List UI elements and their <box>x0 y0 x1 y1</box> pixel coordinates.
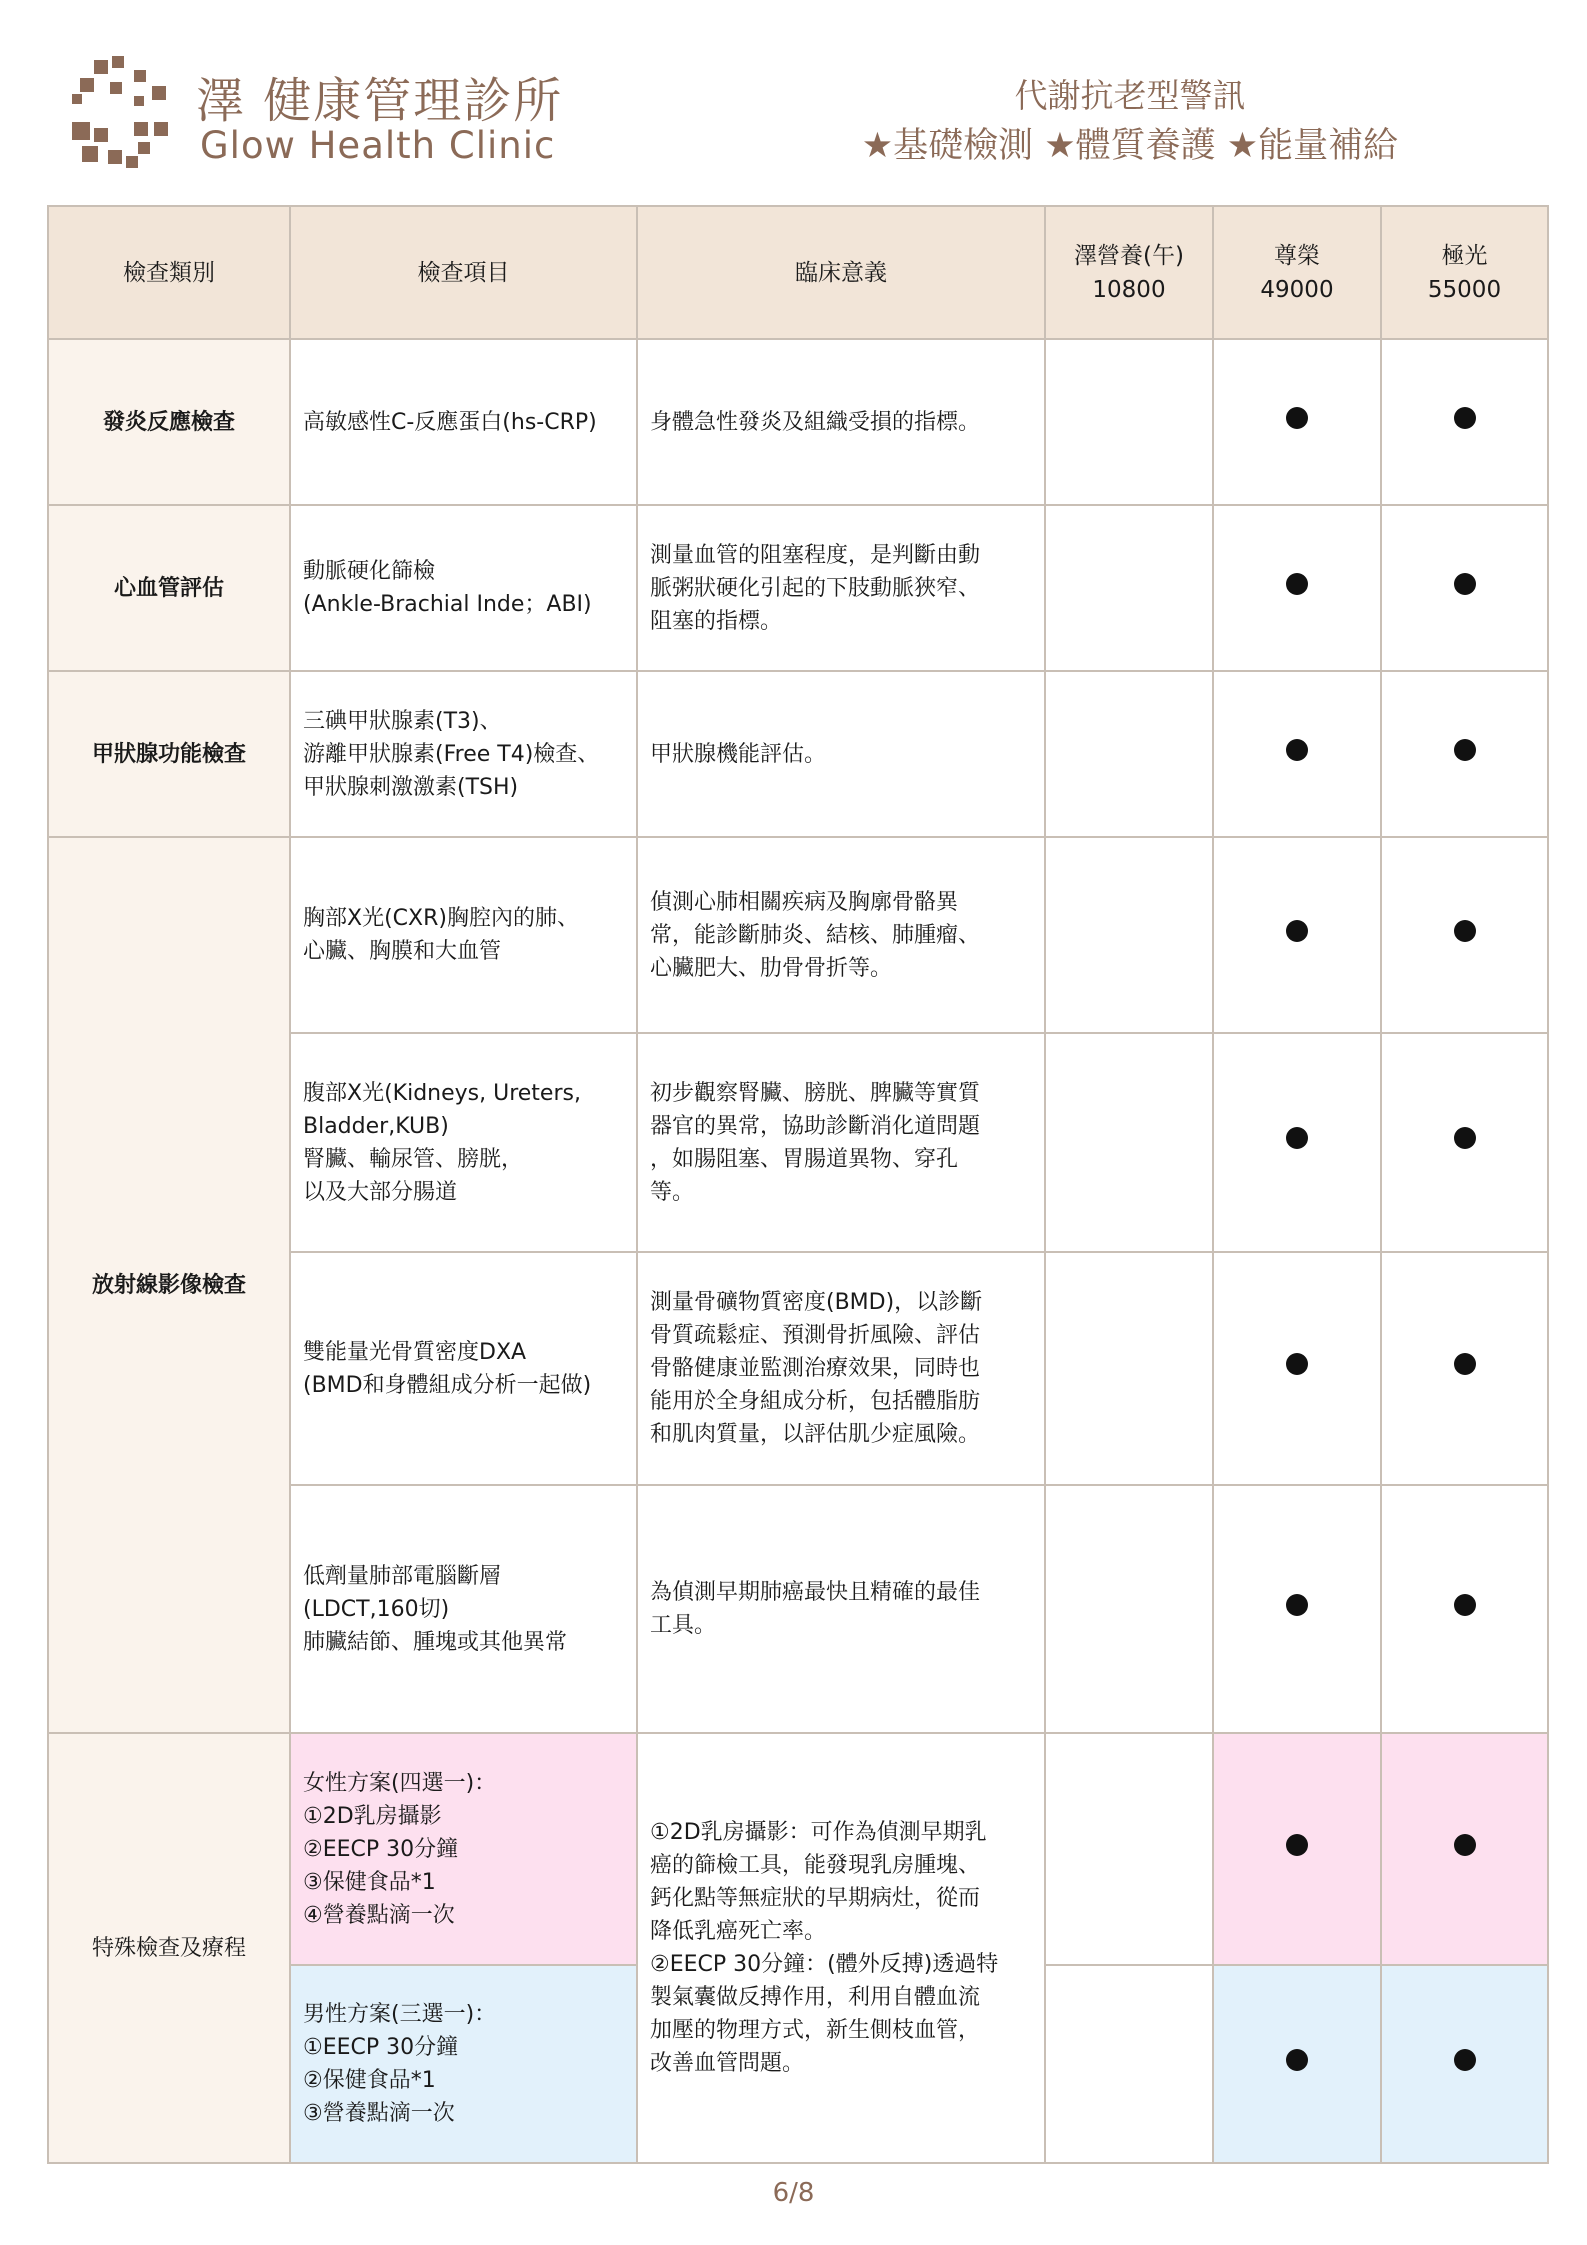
col-header-plan1 <box>1045 206 1213 339</box>
item-line: 低劑量肺部電腦斷層 <box>303 1563 502 1589</box>
page-title: 代謝抗老型警訊 <box>1014 76 1246 115</box>
item-line: 三碘甲狀腺素(T3)、 <box>303 708 502 734</box>
included-dot-icon <box>1286 407 1308 429</box>
plan3-cell <box>1381 671 1548 837</box>
item-line: (BMD和身體組成分析一起做) <box>303 1372 592 1398</box>
male-plan-cell <box>290 1965 637 2163</box>
meaning-line: 製氣囊做反搏作用，利用自體血流 <box>650 1985 981 2010</box>
included-dot-icon <box>1454 1127 1476 1149</box>
item-line: ④營養點滴一次 <box>303 1902 455 1928</box>
meaning-line: 骨質疏鬆症、預測骨折風險、評估 <box>650 1323 981 1348</box>
col-header-plan3 <box>1381 206 1548 339</box>
meaning-line: 器官的異常，協助診斷消化道問題 <box>650 1113 981 1139</box>
item-cell <box>290 339 637 505</box>
meaning-line: ①2D乳房攝影：可作為偵測早期乳 <box>650 1820 987 1845</box>
plan2-cell <box>1213 1252 1381 1485</box>
meaning-line: 癌的篩檢工具，能發現乳房腫塊、 <box>650 1853 981 1878</box>
item-line: 腹部X光(Kidneys, Ureters, <box>303 1080 581 1106</box>
meaning-line: ，如腸阻塞、胃腸道異物、穿孔 <box>650 1146 959 1172</box>
clinic-name-en: Glow Health Clinic <box>200 124 556 167</box>
item-line: ②保健食品*1 <box>303 2068 436 2093</box>
clinic-name-cn: 澤 健康管理診所 <box>196 73 564 129</box>
included-dot-icon <box>1454 1353 1476 1375</box>
included-dot-icon <box>1286 2049 1308 2071</box>
meaning-cell <box>637 339 1045 505</box>
plan2-cell <box>1213 1733 1381 1965</box>
item-cell <box>290 1033 637 1252</box>
plan3-cell <box>1381 1485 1548 1733</box>
included-dot-icon <box>1454 2049 1476 2071</box>
meaning-cell <box>637 1485 1045 1733</box>
item-line: ①EECP 30分鐘 <box>303 2035 459 2060</box>
included-dot-icon <box>1454 573 1476 595</box>
meaning-cell <box>637 505 1045 671</box>
plan1-cell <box>1045 1252 1213 1485</box>
meaning-cell <box>637 837 1045 1033</box>
item-line: 動脈硬化篩檢 <box>303 559 436 584</box>
meaning-line: 脈粥狀硬化引起的下肢動脈狹窄、 <box>650 575 981 601</box>
item-line: 胸部X光(CXR)胸腔內的肺、 <box>303 906 579 931</box>
plan1-cell <box>1045 1733 1213 1965</box>
meaning-line: 初步觀察腎臟、膀胱、脾臟等實質 <box>650 1080 981 1106</box>
table-row <box>48 505 1548 671</box>
item-cell <box>290 1252 637 1485</box>
included-dot-icon <box>1286 1834 1308 1856</box>
item-line: 雙能量光骨質密度DXA <box>303 1339 527 1365</box>
item-line: 甲狀腺刺激激素(TSH) <box>303 774 519 800</box>
page-subtitle: ★基礎檢測 ★體質養護 ★能量補給 <box>861 126 1399 166</box>
meaning-cell <box>637 1252 1045 1485</box>
item-line: 女性方案(四選一)： <box>303 1770 497 1796</box>
plan3-cell <box>1381 505 1548 671</box>
meaning-line: 測量血管的阻塞程度，是判斷由動 <box>650 542 981 568</box>
meaning-line: 降低乳癌死亡率。 <box>650 1919 827 1944</box>
meaning-line: ②EECP 30分鐘：(體外反搏)透過特 <box>650 1952 999 1977</box>
plan1-name: 澤營養(午) <box>1074 242 1184 269</box>
meaning-line: 改善血管問題。 <box>650 2051 805 2076</box>
included-dot-icon <box>1454 1594 1476 1616</box>
table-row <box>48 837 1548 1033</box>
item-cell <box>290 1485 637 1733</box>
item-line: 腎臟、輸尿管、膀胱， <box>303 1146 524 1172</box>
meaning-line: 甲狀腺機能評估。 <box>650 741 827 767</box>
table-row <box>48 671 1548 837</box>
plan1-cell <box>1045 671 1213 837</box>
plan2-cell <box>1213 505 1381 671</box>
meaning-cell <box>637 1033 1045 1252</box>
item-cell <box>290 671 637 837</box>
item-line: Bladder,KUB) <box>303 1113 449 1139</box>
meaning-line: 加壓的物理方式，新生側枝血管， <box>650 2018 981 2043</box>
col-header-meaning: 臨床意義 <box>637 206 1045 339</box>
plan2-price: 49000 <box>1260 276 1334 303</box>
meaning-line: 偵測心肺相關疾病及胸廓骨骼異 <box>650 889 959 915</box>
item-line: (LDCT,160切) <box>303 1596 450 1622</box>
plan1-cell <box>1045 1965 1213 2163</box>
included-dot-icon <box>1286 1353 1308 1375</box>
meaning-line: 心臟肥大、肋骨骨折等。 <box>650 955 893 981</box>
plan2-cell <box>1213 1965 1381 2163</box>
plan3-price: 55000 <box>1427 276 1502 303</box>
item-line: 以及大部分腸道 <box>303 1179 458 1205</box>
meaning-line: 身體急性發炎及組織受損的指標。 <box>650 409 981 435</box>
plan2-cell <box>1213 671 1381 837</box>
included-dot-icon <box>1454 920 1476 942</box>
included-dot-icon <box>1286 739 1308 761</box>
meaning-line: 阻塞的指標。 <box>650 608 783 634</box>
meaning-line: 等。 <box>650 1179 695 1205</box>
item-line: ②EECP 30分鐘 <box>303 1836 459 1862</box>
meaning-cell <box>637 671 1045 837</box>
plan3-cell <box>1381 1252 1548 1485</box>
meaning-cell <box>637 1733 1045 2163</box>
item-cell <box>290 837 637 1033</box>
plan3-cell <box>1381 1965 1548 2163</box>
meaning-line: 常，能診斷肺炎、結核、肺腫瘤、 <box>650 922 981 948</box>
item-line: 心臟、胸膜和大血管 <box>303 939 502 964</box>
included-dot-icon <box>1454 1834 1476 1856</box>
category-cell: 心血管評估 <box>48 505 290 671</box>
meaning-line: 工具。 <box>650 1613 717 1638</box>
clinic-logo-icon <box>72 56 172 172</box>
plan3-cell <box>1381 837 1548 1033</box>
meaning-line: 測量骨礦物質密度(BMD)，以診斷 <box>650 1290 983 1315</box>
meaning-line: 為偵測早期肺癌最快且精確的最佳 <box>650 1580 981 1605</box>
category-cell: 甲狀腺功能檢查 <box>48 671 290 837</box>
item-line: ③營養點滴一次 <box>303 2101 455 2126</box>
included-dot-icon <box>1454 407 1476 429</box>
col-header-plan2 <box>1213 206 1381 339</box>
plan2-cell <box>1213 1033 1381 1252</box>
included-dot-icon <box>1454 739 1476 761</box>
category-cell: 放射線影像檢查 <box>48 837 290 1733</box>
plan3-cell <box>1381 1733 1548 1965</box>
col-header-item: 檢查項目 <box>290 206 637 339</box>
plan3-cell <box>1381 339 1548 505</box>
plan3-name: 極光 <box>1441 242 1488 269</box>
table-header-row <box>48 206 1548 339</box>
item-cell <box>290 505 637 671</box>
item-line: ①2D乳房攝影 <box>303 1803 442 1829</box>
item-line: ③保健食品*1 <box>303 1869 436 1895</box>
plan1-cell <box>1045 505 1213 671</box>
plan1-cell <box>1045 1485 1213 1733</box>
included-dot-icon <box>1286 573 1308 595</box>
item-line: 高敏感性C-反應蛋白(hs-CRP) <box>303 409 597 435</box>
checkup-table <box>47 205 1549 2164</box>
table-row <box>48 1733 1548 1965</box>
plan1-price: 10800 <box>1092 276 1166 303</box>
col-header-category: 檢查類別 <box>48 206 290 339</box>
included-dot-icon <box>1286 1594 1308 1616</box>
plan2-name: 尊榮 <box>1274 242 1320 269</box>
category-cell: 發炎反應檢查 <box>48 339 290 505</box>
item-line: 肺臟結節、腫塊或其他異常 <box>303 1629 568 1655</box>
plan2-cell <box>1213 1485 1381 1733</box>
category-cell: 特殊檢查及療程 <box>48 1733 290 2163</box>
female-plan-cell <box>290 1733 637 1965</box>
item-line: 游離甲狀腺素(Free T4)檢查、 <box>303 741 600 767</box>
included-dot-icon <box>1286 920 1308 942</box>
meaning-line: 骨骼健康並監測治療效果，同時也 <box>650 1356 981 1381</box>
item-line: (Ankle-Brachial Inde；ABI) <box>303 592 592 617</box>
plan2-cell <box>1213 837 1381 1033</box>
plan1-cell <box>1045 339 1213 505</box>
page-number: 6/8 <box>772 2178 815 2208</box>
item-line: 男性方案(三選一)： <box>303 2002 497 2027</box>
table-row <box>48 339 1548 505</box>
meaning-line: 和肌肉質量，以評估肌少症風險。 <box>650 1422 981 1447</box>
plan2-cell <box>1213 339 1381 505</box>
meaning-line: 鈣化點等無症狀的早期病灶，從而 <box>650 1886 981 1911</box>
plan1-cell <box>1045 837 1213 1033</box>
included-dot-icon <box>1286 1127 1308 1149</box>
plan1-cell <box>1045 1033 1213 1252</box>
plan3-cell <box>1381 1033 1548 1252</box>
meaning-line: 能用於全身組成分析，包括體脂肪 <box>650 1389 981 1414</box>
